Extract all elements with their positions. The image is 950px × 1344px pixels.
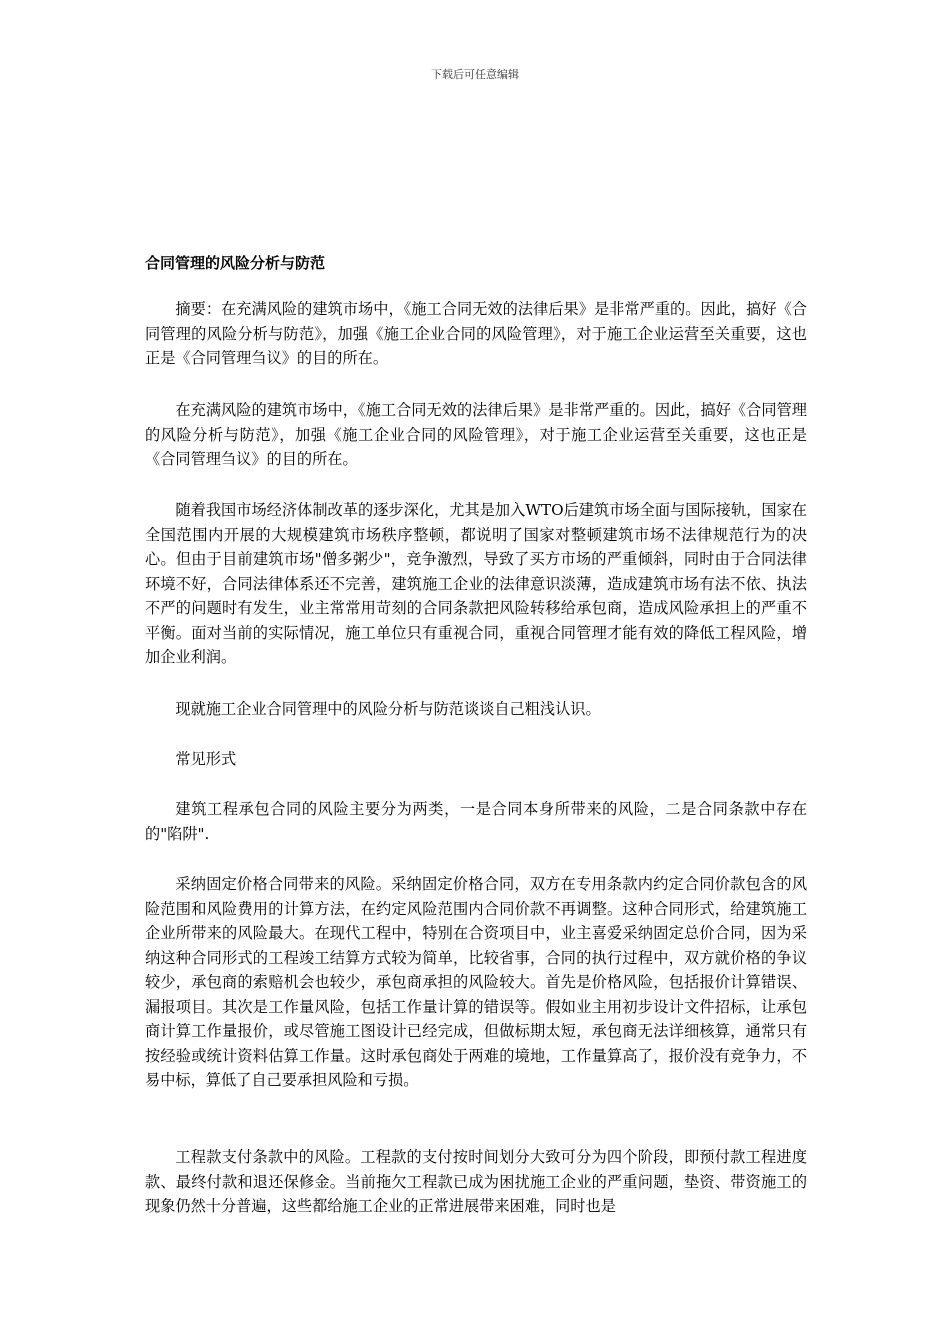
paragraph-intro: 在充满风险的建筑市场中，《施工合同无效的法律后果》是非常严重的。因此，搞好《合同管理的风险分析与防范》，加强《施工企业合同的风险管理》，对于施工企业运营至关重要，这也正是《合同管理刍议》的目的所在。 (145, 401, 807, 468)
paragraph-fixed-price-risk: 采纳固定价格合同带来的风险。采纳固定价格合同，双方在专用条款内约定合同价款包含的风险范围和风险费用的计算方法，在约定风险范围内合同价款不再调整。这种合同形式，给建筑施工企业所带来的风险最大。在现代工程中，特别在合资项目中，业主喜爱采纳固定总价合同，因为采纳这种合同形式的工程竣工结算方式较为简单，比较省事，合同的执行过程中，双方就价格的争议较少，承包商的索赔机会也较少，承包商承担的风险较大。首先是价格风险，包括报价计算错误、漏报项目。其次是工作量风险，包括工作量计算的错误等。假如业主用初步设计文件招标，让承包商计算工作量报价，或尽管施工图设计已经完成，但做标期太短，承包商无法详细核算，通常只有按经验或统计资料估算工作量。这时承包商处于两难的境地，工作量算高了，报价没有竞争力，不易中标，算低了自己要承担风险和亏损。 (145, 875, 807, 1089)
header-note: 下载后可任意编辑 (431, 68, 519, 81)
paragraph-abstract: 摘要：在充满风险的建筑市场中，《施工合同无效的法律后果》是非常严重的。因此，搞好《合同管理的风险分析与防范》，加强《施工企业合同的风险管理》，对于施工企业运营至关重要，这也正是《合同管理刍议》的目的所在。 (145, 300, 807, 367)
paragraph-payment-risk: 工程款支付条款中的风险。工程款的支付按时间划分大致可分为四个阶段，即预付款工程进度款、最终付款和退还保修金。当前拖欠工程款已成为困扰施工企业的严重问题，垫资、带资施工的现象仍然十分普遍，这些都给施工企业的正常进展带来困难，同时也是 (145, 1148, 807, 1215)
section-heading-common-forms: 常见形式 (175, 750, 237, 768)
paragraph-scope: 现就施工企业合同管理中的风险分析与防范谈谈自己粗浅认识。 (175, 700, 601, 718)
paragraph-background: 随着我国市场经济体制改革的逐步深化，尤其是加入WTO后建筑市场全面与国际接轨，国家在全国范围内开展的大规模建筑市场秩序整顿，都说明了国家对整顿建筑市场不法律规范行为的决心。但由于目前建筑市场"僧多粥少"，竞争激烈，导致了买方市场的严重倾斜，同时由于合同法律环境不好，合同法律体系还不完善，建筑施工企业的法律意识淡薄，造成建筑市场有法不依、执法不严的问题时有发生，业主常常用苛刻的合同条款把风险转移给承包商，造成风险承担上的严重不平衡。面对当前的实际情况，施工单位只有重视合同，重视合同管理才能有效的降低工程风险，增加企业利润。 (145, 501, 807, 666)
document-title: 合同管理的风险分析与防范 (145, 254, 326, 272)
paragraph-risk-types: 建筑工程承包合同的风险主要分为两类，一是合同本身所带来的风险，二是合同条款中存在的"陷阱". (145, 800, 807, 843)
